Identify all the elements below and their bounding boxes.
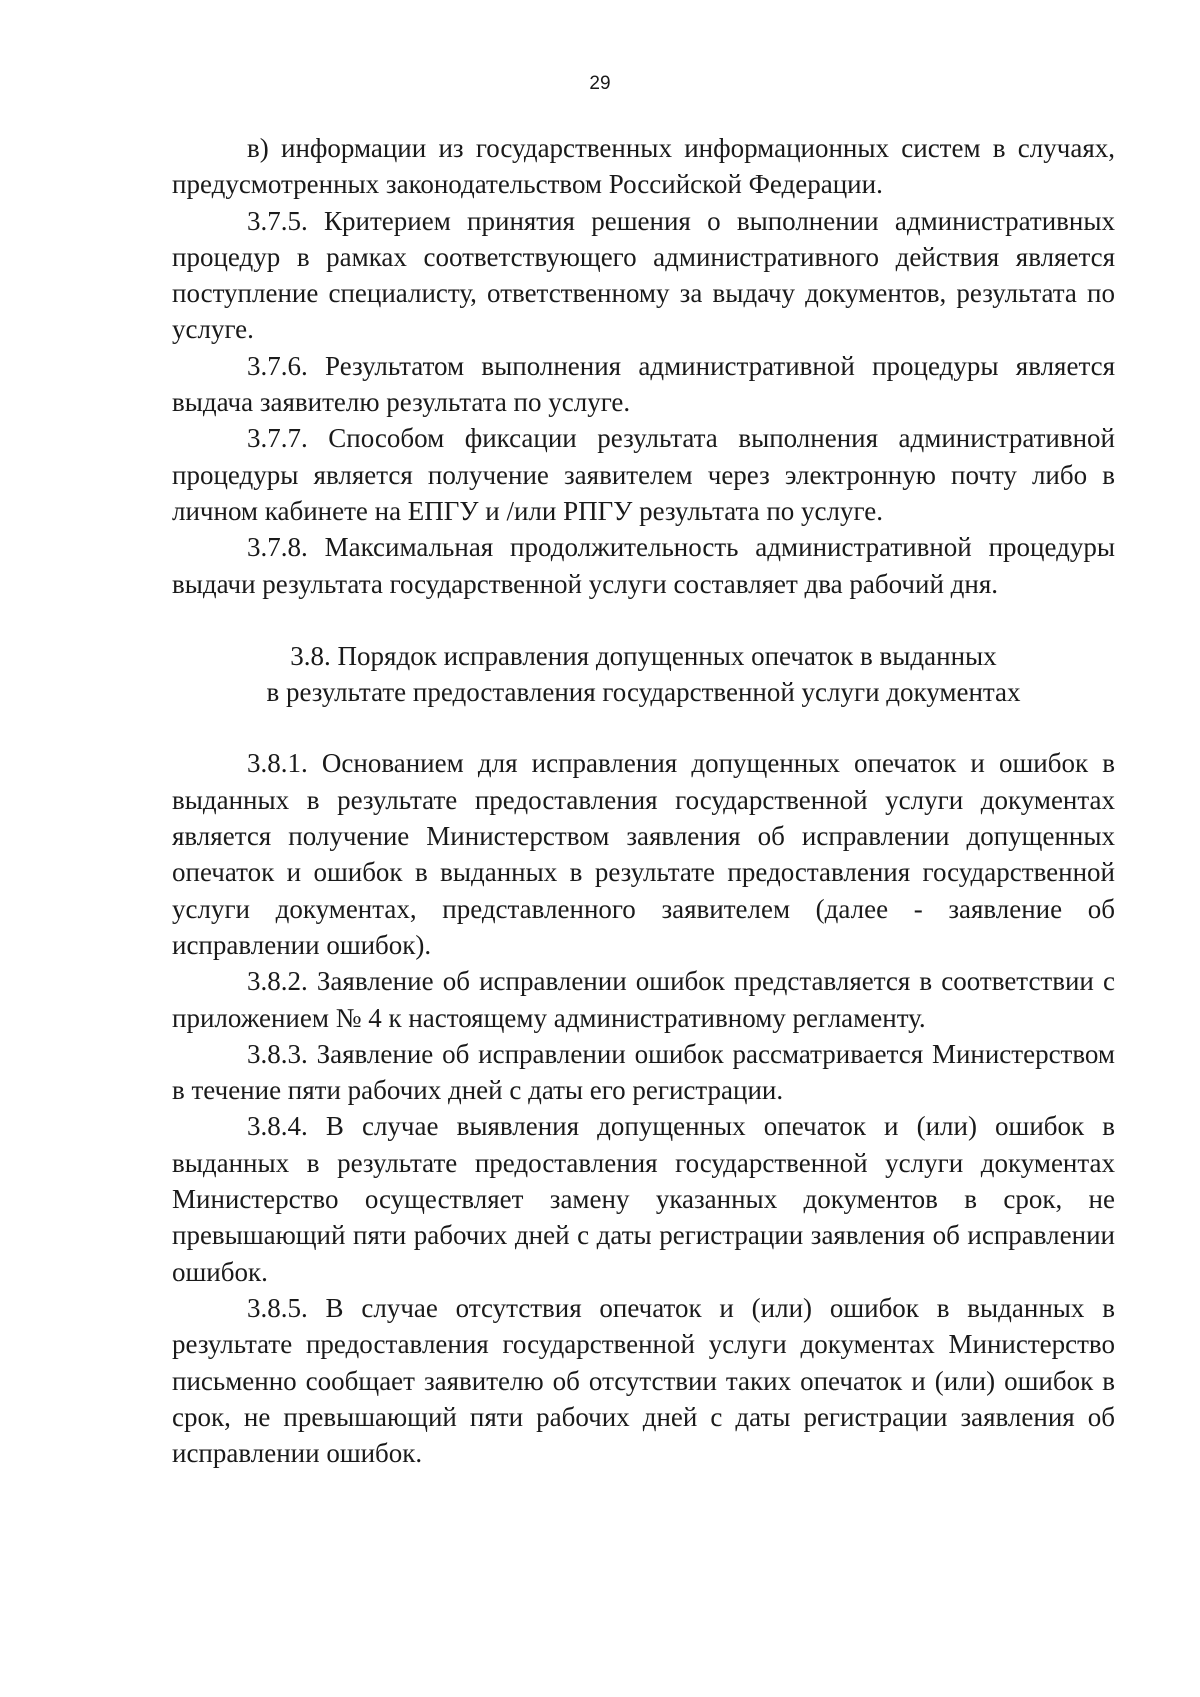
paragraph-3-8-2: 3.8.2. Заявление об исправлении ошибок представляется в соответствии с приложением № 4 к настоящему административному регламенту. (172, 966, 1115, 1033)
document-body (172, 130, 1115, 1471)
paragraph-3-8-3: 3.8.3. Заявление об исправлении ошибок рассматривается Министерством в течение пяти рабочих дней с даты его регистрации. (172, 1038, 1115, 1106)
paragraph-3-7-6: 3.7.6. Результатом выполнения административной процедуры является выдача заявителю результата по услуге. (172, 350, 1115, 418)
section-heading-line-1: 3.8. Порядок исправления допущенных опечаток в выданных (290, 640, 997, 671)
paragraph-3-7-8: 3.7.8. Максимальная продолжительность административной процедуры выдачи результата государственной услуги составляет два рабочий дня. (172, 532, 1115, 599)
paragraph-3-8-4: 3.8.4. В случае выявления допущенных опечаток и (или) ошибок в выданных в результате предоставления государственной услуги документах Министерство осуществляет замену указанных документов в срок, не превышающий пяти рабочих дней с даты регистрации заявления об исправлении ошибок. (172, 1111, 1115, 1287)
paragraph-info-systems: в) информации из государственных информационных систем в случаях, предусмотренных законодательством Российской Федерации. (172, 133, 1115, 200)
section-heading-line-2: в результате предоставления государственной услуги документах (266, 677, 1021, 708)
page-number: 29 (589, 73, 611, 94)
section-heading-3-8 (172, 638, 1115, 711)
paragraph-3-8-5: 3.8.5. В случае отсутствия опечаток и (или) ошибок в выданных в результате предоставления государственной услуги документах Министерство письменно сообщает заявителю об отсутствии таких опечаток и (или) ошибок в срок, не превышающий пяти рабочих дней с даты регистрации заявления об исправлении ошибок. (172, 1292, 1115, 1469)
paragraph-3-8-1: 3.8.1. Основанием для исправления допущенных опечаток и ошибок в выданных в результате предоставления государственной услуги документах является получение Министерством заявления об исправлении допущенных опечаток и ошибок в выданных в результате предоставления государственной услуги документах, представленного заявителем (далее - заявление об исправлении ошибок). (172, 748, 1115, 960)
paragraph-3-7-5: 3.7.5. Критерием принятия решения о выполнении административных процедур в рамках соответствующего административного действия является поступление специалисту, ответственному за выдачу документов, результата по услуге. (172, 205, 1115, 345)
paragraph-3-7-7: 3.7.7. Способом фиксации результата выполнения административной процедуры является получение заявителем через электронную почту либо в личном кабинете на ЕПГУ и /или РПГУ результата по услуге. (172, 423, 1115, 526)
